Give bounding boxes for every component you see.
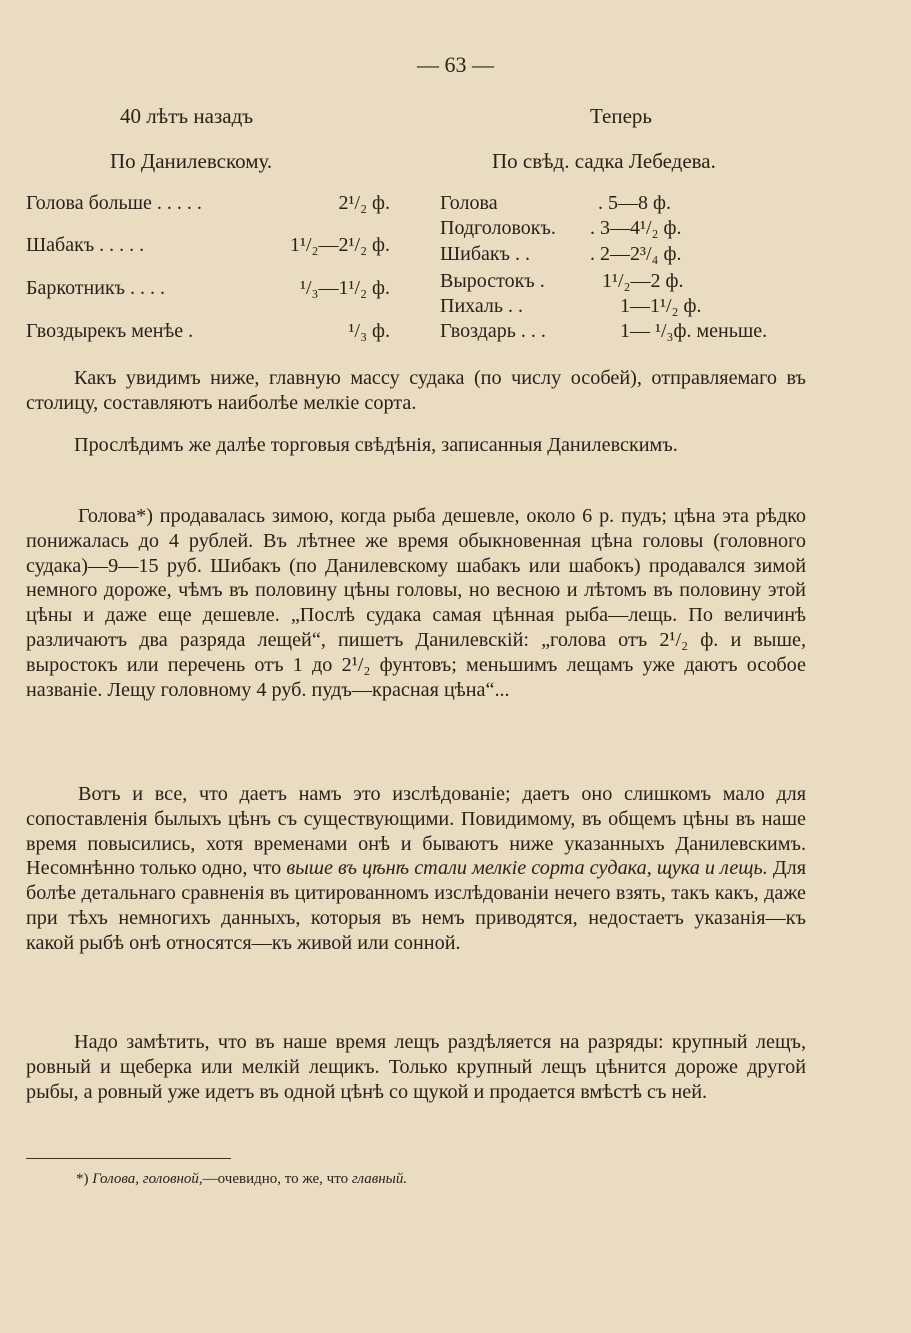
left-row-label: Гвоздырекъ менѣе . xyxy=(26,320,194,342)
left-row-value: ¹/₃—1¹/₂ ф. xyxy=(299,277,390,299)
left-row-value: 2¹/₂ ф. xyxy=(338,192,390,214)
left-table-row xyxy=(26,192,390,218)
right-table-row xyxy=(440,192,808,218)
right-table-row xyxy=(440,295,808,321)
paragraph: Голова*) продавалась зимою, когда рыба дешевле, около 6 р. пудъ; цѣна эта рѣдко понижалась до 4 рублей. Въ лѣтнее же время обыкновенная цѣна головы (головного судака)—9—15 руб. Шибакъ (по Данилевскому шабакъ или шабокъ) продавался зимой немного дороже, чѣмъ въ половину цѣны головы, но весною и лѣтомъ въ половину этой цѣны и даже еще дешевле. „Послѣ судака самая цѣнная рыба—лещь. По величинѣ различаютъ два разряда лещей“, пишетъ Данилевскій: „голова отъ 2¹/₂ ф. и выше, выростокъ или перечень отъ 1 до 2¹/₂ фунтовъ; меньшимъ лещамъ уже даютъ особое названіе. Лещу головному 4 руб. пудъ—красная цѣна“... xyxy=(26,505,806,701)
right-row-value: . 2—2³/₄ ф. xyxy=(590,243,682,265)
right-column-subheading: По свѣд. садка Лебедева. xyxy=(492,149,716,173)
footnote-term: Голова, головной, xyxy=(92,1171,203,1187)
right-column-heading: Теперь xyxy=(590,104,652,128)
left-row-label: Голова больше . . . . . xyxy=(26,192,202,214)
left-table-row xyxy=(26,277,390,303)
right-row-label: Гвоздарь . . . xyxy=(440,320,546,342)
right-row-value: . 3—4¹/₂ ф. xyxy=(590,217,682,239)
right-row-label: Голова xyxy=(440,192,498,214)
paragraph-text: Вотъ и все, что даетъ намъ это изслѣдованіе; даетъ оно слишкомъ мало для сопоставленія былыхъ цѣнъ съ существующими. Повидимому, въ общемъ цѣны въ наше время повысились, хотя временами онѣ и бываютъ ниже указанныхъ Данилевскимъ. Несомнѣнно только одно, что xyxy=(26,783,806,880)
footnote-marker: *) xyxy=(76,1171,89,1187)
right-row-value: 1¹/₂—2 ф. xyxy=(602,270,684,292)
paragraph: Прослѣдимъ же далѣе торговыя свѣдѣнія, записанныя Данилевскимъ. xyxy=(74,434,678,456)
paragraph-text: Для болѣе детальнаго сравненія въ цитированномъ изслѣдованіи нечего взять, такъ какъ, даже при тѣхъ немногихъ данныхъ, которыя въ немъ приводятся, недостаетъ указанія—къ какой рыбѣ онѣ относятся—къ живой или сонной. xyxy=(26,857,806,954)
paragraph: Надо замѣтить, что въ наше время лещъ раздѣляется на разряды: крупный лещъ, ровный и щеберка или мелкій лещикъ. Только крупный лещъ цѣнится дороже другой рыбы, а ровный уже идетъ въ одной цѣнѣ со щукой и продается вмѣстѣ съ ней. xyxy=(26,1031,806,1103)
right-row-label: Подголовокъ. xyxy=(440,217,556,239)
right-table-row xyxy=(440,217,808,243)
paragraph: Какъ увидимъ ниже, главную массу судака (по числу особей), отправляемаго въ столицу, составляютъ наиболѣе мелкіе сорта. xyxy=(26,367,806,414)
paragraph-emphasis: выше въ цѣнѣ стали мелкіе сорта судака, щука и лещь. xyxy=(286,857,768,880)
footnote xyxy=(76,1171,407,1188)
right-row-label: Шибакъ . . xyxy=(440,243,530,265)
footnote-divider xyxy=(26,1158,231,1159)
left-row-value: ¹/₃ ф. xyxy=(348,320,390,342)
paragraph xyxy=(26,782,806,956)
right-row-label: Выростокъ . xyxy=(440,270,545,292)
left-column-subheading: По Данилевскому. xyxy=(110,149,273,173)
page-number: — 63 — xyxy=(417,52,494,77)
left-table-row xyxy=(26,320,390,346)
right-row-value: 1—1¹/₂ ф. xyxy=(620,295,702,317)
right-row-value: . 5—8 ф. xyxy=(598,192,671,214)
left-table-row xyxy=(26,234,390,260)
right-row-value: 1— ¹/₃ф. меньше. xyxy=(620,320,768,342)
right-table-row xyxy=(440,320,808,346)
left-row-value: 1¹/₂—2¹/₂ ф. xyxy=(289,234,390,256)
footnote-text: —очевидно, то же, что xyxy=(202,1171,352,1187)
left-row-label: Баркотникъ . . . . xyxy=(26,277,166,299)
right-row-label: Пихаль . . xyxy=(440,295,524,317)
left-column-heading: 40 лѣтъ назадъ xyxy=(120,104,254,128)
right-table-row xyxy=(440,270,808,296)
footnote-term-end: главный. xyxy=(351,1171,408,1187)
right-table-row xyxy=(440,243,808,269)
left-row-label: Шабакъ . . . . . xyxy=(26,234,145,256)
